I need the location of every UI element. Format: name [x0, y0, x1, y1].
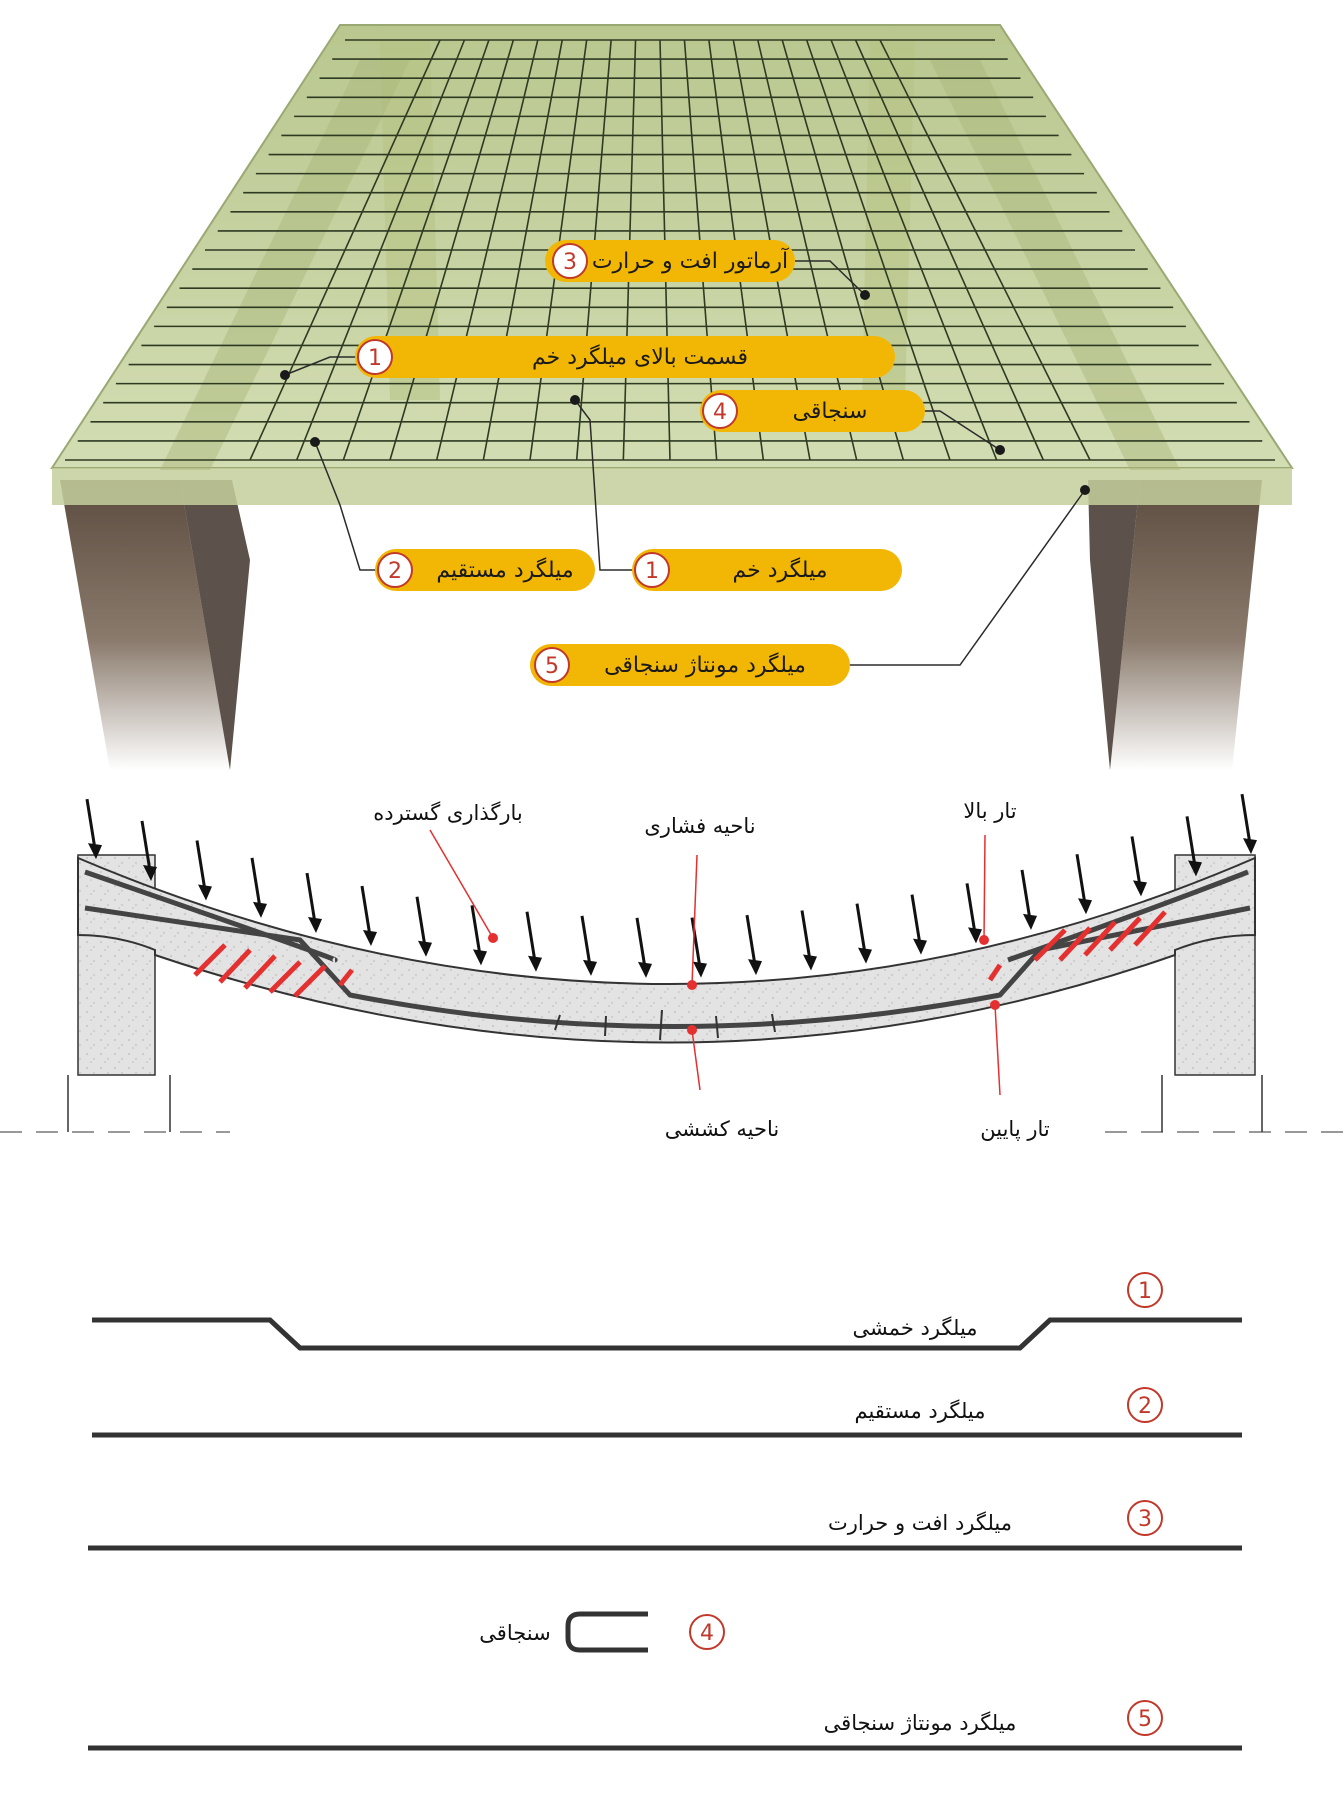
load-arrow-shaft	[252, 858, 260, 908]
hairpin-shape	[568, 1614, 648, 1650]
load-arrow-shaft	[197, 841, 205, 891]
callout-number: 4	[713, 400, 727, 425]
load-arrow-head	[473, 949, 487, 965]
load-arrow-head	[693, 962, 707, 978]
label-bottom-fiber: تار پایین	[980, 1117, 1050, 1141]
slab-front-edge	[52, 468, 1292, 505]
load-arrow-head	[913, 939, 927, 955]
load-arrow-shaft	[637, 918, 645, 968]
legend-number: 4	[700, 1621, 714, 1646]
load-arrow-shaft	[307, 873, 315, 923]
beam-body	[78, 858, 1255, 1043]
legend-label: سنجاقی	[479, 1621, 551, 1645]
callout-number: 5	[545, 654, 559, 679]
callout-hairpin-assembly	[530, 644, 850, 686]
load-arrow-head	[1023, 914, 1037, 930]
legend-item-1	[92, 1273, 1242, 1348]
load-arrow-head	[418, 941, 432, 957]
load-arrow-shaft	[1077, 854, 1085, 904]
label-distributed-load: بارگذاری گسترده	[373, 801, 523, 825]
load-arrow-shaft	[1022, 870, 1030, 920]
callout-straight	[375, 549, 595, 591]
bent-bar-shape	[92, 1320, 1242, 1348]
legend-number: 1	[1138, 1279, 1152, 1304]
legend-label: میلگرد خمشی	[852, 1316, 978, 1340]
callout-temp-shrink	[545, 240, 795, 282]
legend-number: 5	[1138, 1707, 1152, 1732]
legend-item-2	[92, 1388, 1242, 1435]
legend-number: 2	[1138, 1394, 1152, 1419]
legend-item-5	[88, 1701, 1242, 1748]
legend-item-3	[88, 1501, 1242, 1548]
load-arrow-head	[1243, 838, 1257, 854]
legend-label: میلگرد مستقیم	[854, 1399, 986, 1423]
load-arrow-shaft	[802, 911, 810, 961]
load-arrow-shaft	[1242, 794, 1250, 844]
load-arrow-shaft	[747, 915, 755, 965]
callout-label: آرماتور افت و حرارت	[591, 249, 789, 274]
load-arrow-shaft	[912, 895, 920, 945]
callout-label: قسمت بالای میلگرد خم	[531, 345, 749, 370]
load-arrow-shaft	[417, 897, 425, 947]
load-arrow-head	[198, 885, 212, 901]
load-arrow-head	[1078, 898, 1092, 914]
legend-label: میلگرد افت و حرارت	[827, 1511, 1013, 1535]
callout-hairpin	[700, 390, 925, 432]
load-arrow-head	[583, 960, 597, 976]
callout-top-bent	[355, 336, 895, 378]
rebar-legend	[88, 1273, 1242, 1748]
load-arrow-shaft	[362, 886, 370, 936]
legend-label: میلگرد مونتاژ سنجاقی	[823, 1711, 1017, 1735]
callout-number: 2	[388, 559, 402, 584]
callout-number: 3	[563, 250, 577, 275]
load-arrow-head	[748, 959, 762, 975]
legend-item-4	[479, 1614, 724, 1650]
beam-section	[0, 794, 1344, 1141]
load-arrow-head	[858, 948, 872, 964]
load-arrow-head	[308, 917, 322, 933]
load-arrow-head	[363, 930, 377, 946]
label-compression-zone: ناحیه فشاری	[644, 814, 756, 838]
load-arrow-head	[1133, 880, 1147, 896]
load-arrow-head	[803, 955, 817, 971]
callout-number: 1	[645, 559, 659, 584]
callout-bent	[632, 549, 902, 591]
load-arrow-shaft	[87, 799, 95, 849]
load-arrow-shaft	[967, 883, 975, 933]
load-arrow-shaft	[582, 916, 590, 966]
slab-perspective	[52, 25, 1292, 770]
callout-label: میلگرد مونتاژ سنجاقی	[604, 653, 806, 678]
callout-label: سنجاقی	[792, 399, 868, 424]
load-arrow-head	[253, 902, 267, 918]
legend-number: 3	[1138, 1507, 1152, 1532]
label-top-fiber: تار بالا	[963, 799, 1017, 823]
load-arrow-shaft	[527, 912, 535, 962]
load-arrow-head	[528, 956, 542, 972]
callout-label: میلگرد خم	[732, 558, 828, 583]
load-arrow-shaft	[857, 904, 865, 954]
load-arrow-shaft	[1132, 836, 1140, 886]
callout-label: میلگرد مستقیم	[436, 558, 574, 583]
label-tension-zone: ناحیه کششی	[664, 1117, 780, 1141]
load-arrow-head	[638, 962, 652, 978]
callout-number: 1	[368, 346, 382, 371]
